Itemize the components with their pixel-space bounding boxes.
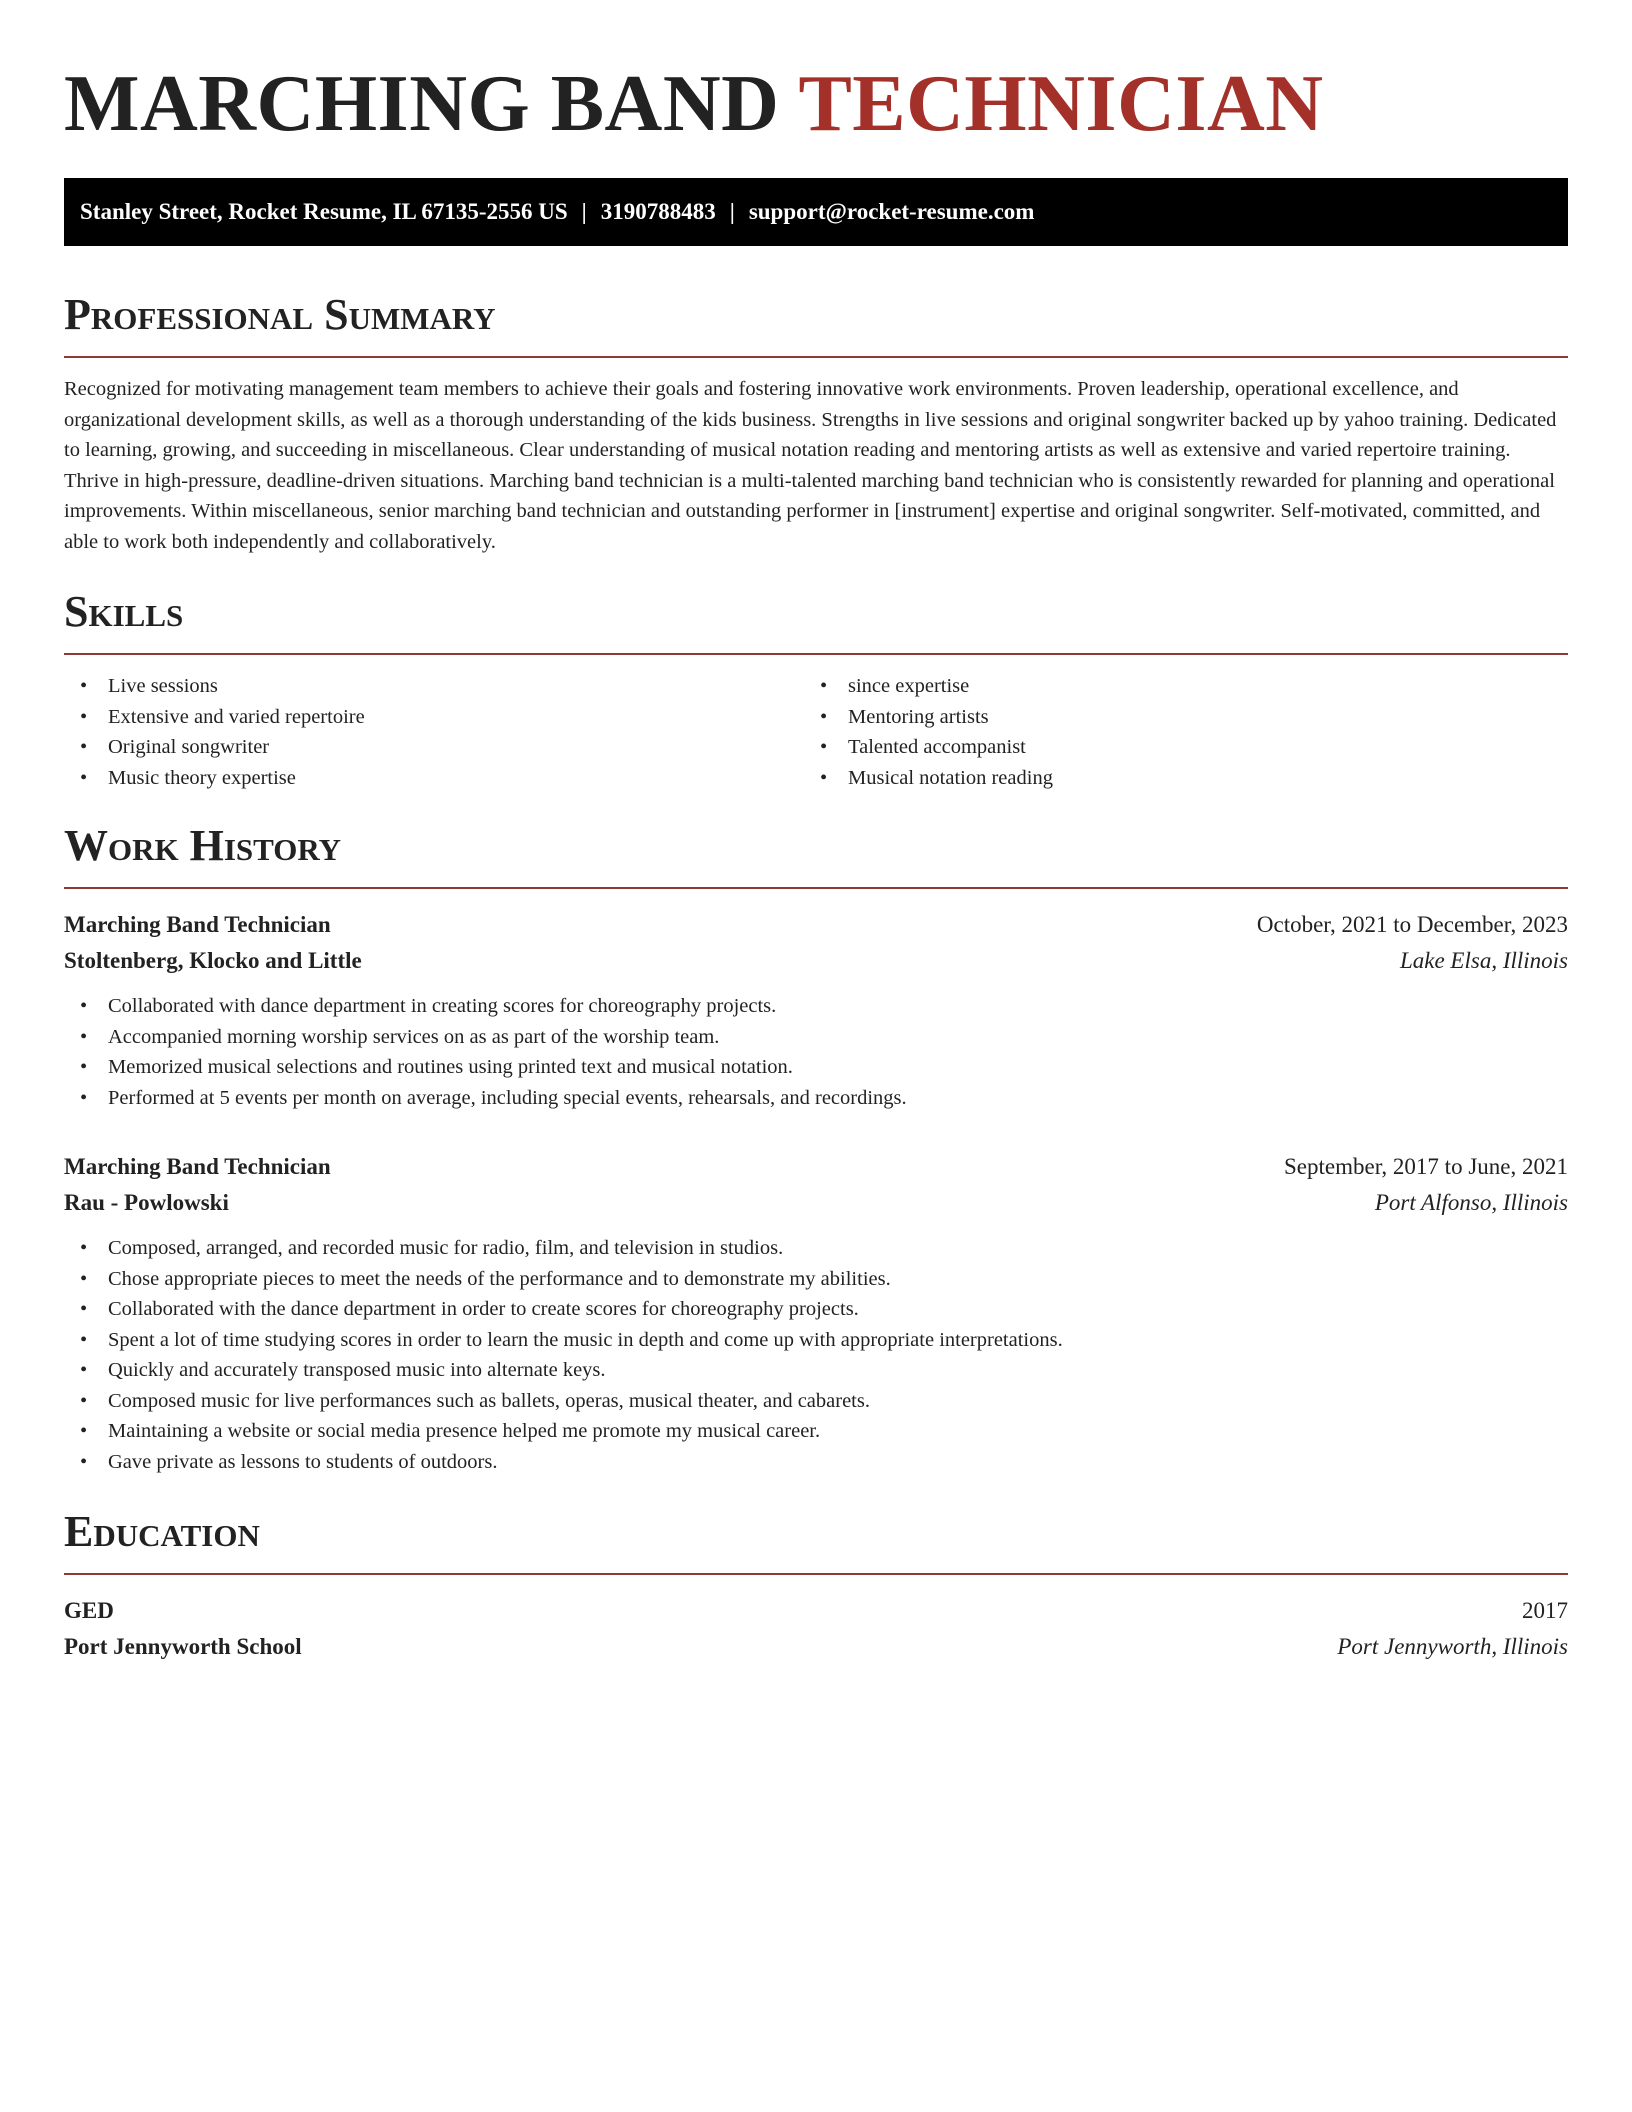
skills-column-left — [64, 671, 804, 793]
job-title: Marching Band Technician — [64, 1154, 331, 1179]
job-entry — [64, 1149, 1568, 1477]
job-bullet: • Performed at 5 events per month on average, including special events, rehearsals, and recordings. — [64, 1083, 1568, 1114]
skill-item: • Music theory expertise — [64, 763, 804, 794]
name-last: TECHNICIAN — [798, 60, 1324, 148]
job-company: Rau - Powlowski — [64, 1190, 229, 1215]
education-school-row — [64, 1629, 1568, 1665]
job-bullet: • Maintaining a website or social media presence helped me promote my musical career. — [64, 1416, 1568, 1447]
job-bullet: • Collaborated with dance department in creating scores for choreography projects. — [64, 991, 1568, 1022]
job-title: Marching Band Technician — [64, 912, 331, 937]
job-entry — [64, 907, 1568, 1113]
section-title-skills: Skills — [64, 587, 184, 636]
job-header-row — [64, 1149, 1568, 1185]
job-bullet: • Collaborated with the dance department in order to create scores for choreography projects. — [64, 1294, 1568, 1325]
section-divider — [64, 356, 1568, 358]
contact-email: support@rocket-resume.com — [748, 199, 1035, 224]
section-divider — [64, 1573, 1568, 1575]
education-entry — [64, 1593, 1568, 1665]
education-location: Port Jennyworth, Illinois — [1337, 1634, 1568, 1659]
section-divider — [64, 653, 1568, 655]
job-location: Lake Elsa, Illinois — [1399, 948, 1568, 973]
job-bullet: • Accompanied morning worship services on as as part of the worship team. — [64, 1022, 1568, 1053]
job-bullet: • Composed, arranged, and recorded music for radio, film, and television in studios. — [64, 1233, 1568, 1264]
resume-name — [64, 0, 1568, 152]
skill-item: • Live sessions — [64, 671, 804, 702]
job-bullet: • Memorized musical selections and routines using printed text and musical notation. — [64, 1052, 1568, 1083]
skill-item: • Extensive and varied repertoire — [64, 702, 804, 733]
summary-text: Recognized for motivating management team members to achieve their goals and fostering innovative work environments. Proven leadership, operational excellence, and organizational development skills, as well as a thorough understanding of the kids business. Strengths in live sessions and original songwriter backed up by yahoo training. Dedicated to learning, growing, and succeeding in miscellaneous. Clear understanding of musical notation reading and mentoring artists as well as extensive and varied repertoire training. Thrive in high-pressure, deadline-driven situations. Marching band technician is a multi-talented marching band technician who is consistently rewarded for planning and operational improvements. Within miscellaneous, senior marching band technician and outstanding performer in [instrument] expertise and original songwriter. Self-motivated, committed, and able to work both independently and collaboratively. — [64, 378, 1557, 553]
skill-item: • Musical notation reading — [804, 763, 1544, 794]
skills-column-right — [804, 671, 1544, 793]
skill-item: • Original songwriter — [64, 732, 804, 763]
job-dates: September, 2017 to June, 2021 — [1284, 1154, 1568, 1179]
job-bullet: • Chose appropriate pieces to meet the needs of the performance and to demonstrate my abilities. — [64, 1264, 1568, 1295]
job-dates: October, 2021 to December, 2023 — [1256, 912, 1568, 937]
skill-item: • since expertise — [804, 671, 1544, 702]
contact-bar — [64, 178, 1568, 246]
job-location: Port Alfonso, Illinois — [1374, 1190, 1568, 1215]
job-bullet: • Quickly and accurately transposed music into alternate keys. — [64, 1355, 1568, 1386]
job-company-row — [64, 943, 1568, 979]
job-bullet: • Spent a lot of time studying scores in order to learn the music in depth and come up with appropriate interpretations. — [64, 1325, 1568, 1356]
skill-item: • Talented accompanist — [804, 732, 1544, 763]
job-company: Stoltenberg, Klocko and Little — [64, 948, 362, 973]
education-degree-row — [64, 1593, 1568, 1629]
section-divider — [64, 887, 1568, 889]
job-bullets — [64, 991, 1568, 1113]
contact-separator: | — [581, 199, 587, 224]
contact-address: Stanley Street, Rocket Resume, IL 67135-2556 US — [80, 199, 568, 224]
education-degree: GED — [64, 1598, 114, 1623]
job-bullet: • Gave private as lessons to students of outdoors. — [64, 1447, 1568, 1478]
education-year: 2017 — [1522, 1598, 1568, 1623]
job-company-row — [64, 1185, 1568, 1221]
section-title-summary: Professional Summary — [64, 290, 496, 339]
section-title-education: Education — [64, 1507, 260, 1556]
job-header-row — [64, 907, 1568, 943]
skills-list — [64, 671, 1568, 793]
job-bullets — [64, 1233, 1568, 1477]
contact-separator: | — [729, 199, 735, 224]
name-first: MARCHING BAND — [64, 60, 780, 148]
education-school: Port Jennyworth School — [64, 1634, 302, 1659]
section-title-work-history: Work History — [64, 821, 342, 870]
contact-phone: 3190788483 — [600, 199, 716, 224]
job-bullet: • Composed music for live performances such as ballets, operas, musical theater, and cabarets. — [64, 1386, 1568, 1417]
skill-item: • Mentoring artists — [804, 702, 1544, 733]
